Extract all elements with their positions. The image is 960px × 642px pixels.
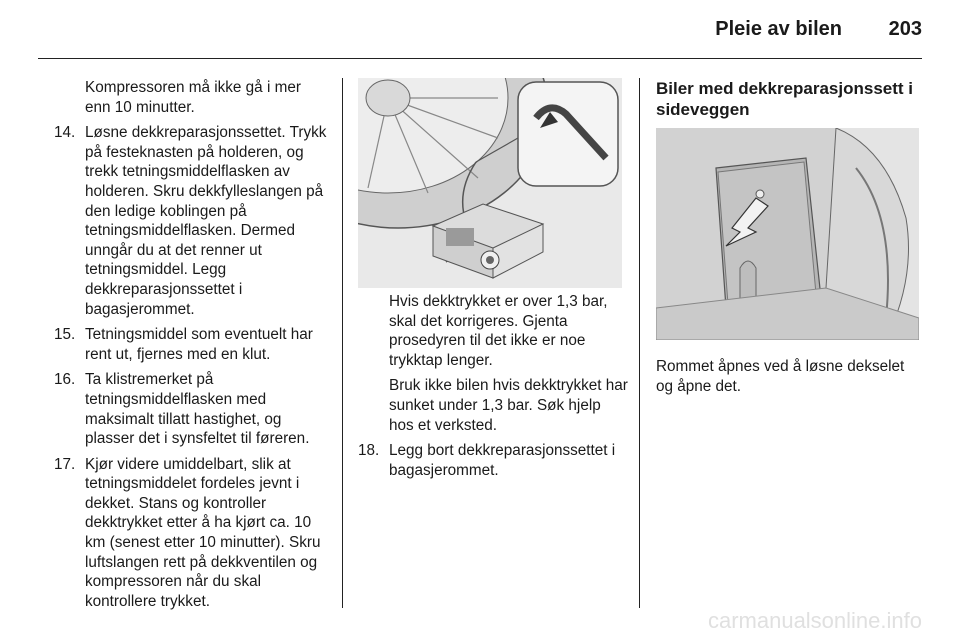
item-number: 16. [54, 371, 76, 389]
item-text: Tetningsmiddel som eventuelt har rent ut, fjernes med en klut. [85, 326, 313, 363]
page-number: 203 [888, 18, 922, 40]
item-number: 18. [358, 442, 380, 460]
intro-text: Kompressoren må ikke gå i mer enn 10 minutter. [85, 79, 301, 116]
list-item-18 [358, 441, 628, 480]
open-compartment-paragraph: Rommet åpnes ved å løsne dekselet og åpne det. [656, 358, 905, 395]
watermark-text: carmanualsonline.info [707, 608, 922, 633]
item-text: Ta klistremerket på tetningsmiddelflasken med maksimalt tillatt hastighet, og plasser det i synsfeltet til føreren. [85, 371, 310, 448]
list-item-15 [54, 325, 330, 364]
column-3 [656, 78, 922, 130]
section-heading: Biler med dekkreparasjonssett i sideveggen [656, 79, 914, 119]
header-rule [38, 58, 922, 59]
item-number: 15. [54, 326, 76, 344]
warning-paragraph: Bruk ikke bilen hvis dekktrykket har sunket under 1,3 bar. Søk hjelp hos et verksted. [389, 377, 628, 434]
trunk-sidewall-illustration [656, 128, 919, 340]
list-item-17 [54, 455, 330, 612]
trunk-sidewall-drawing [656, 128, 919, 340]
column-3-text [656, 357, 922, 402]
tyre-compressor-drawing [358, 78, 622, 288]
list-item-16 [54, 370, 330, 448]
pressure-paragraph: Hvis dekktrykket er over 1,3 bar, skal det korrigeres. Gjenta prosedyren til det ikke er noe trykktap lenger. [389, 293, 608, 369]
column-divider-1 [342, 78, 343, 608]
tyre-compressor-illustration [358, 78, 622, 288]
column-divider-2 [639, 78, 640, 608]
column-1 [54, 78, 330, 617]
item-text: Legg bort dekkreparasjonssettet i bagasjerommet. [389, 442, 616, 479]
item-text: Løsne dekkreparasjonssettet. Trykk på festeknasten på holderen, og trekk tetningsmiddelflasken av holderen. Skru dekkfylleslangen på den ledige koblingen på tetningsmiddelflasken. Dermed unngår du at det renner ut tetningsmiddel. Legg dekkreparasjonssettet i bagasjerommet. [85, 124, 327, 318]
item-number: 17. [54, 455, 76, 473]
item-text: Kjør videre umiddelbart, slik at tetningsmiddelet fordeles jevnt i dekket. Stans og kontroller dekktrykket etter å ha kjørt ca. 10 km (senest etter 10 minutter). Skru luftslangen rett på dekkventilen og kompressoren når du skal kontrollere trykket. [85, 455, 321, 610]
item-number: 14. [54, 124, 76, 142]
column-2 [358, 292, 628, 486]
page-header-title: Pleie av bilen [715, 18, 842, 40]
list-item-14 [54, 123, 330, 319]
